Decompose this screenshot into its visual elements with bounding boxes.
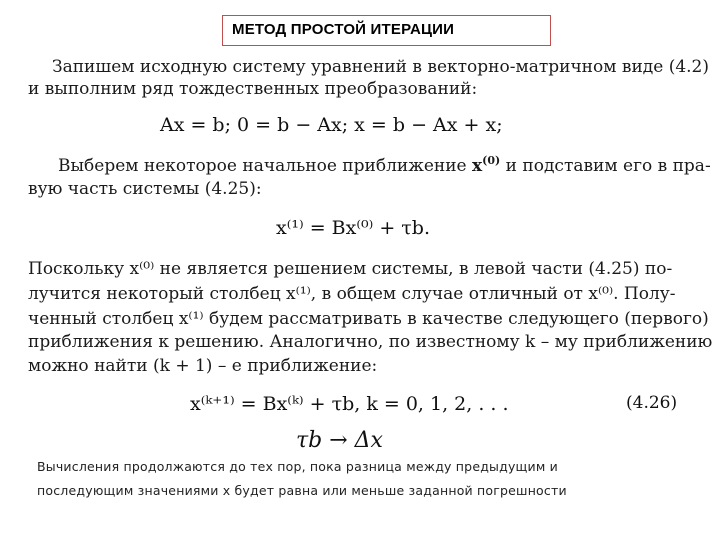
para3-line3: ченный столбец x⁽¹⁾ будем рассматривать в качестве следующего (первого) <box>28 309 709 329</box>
para1-line2: и выполним ряд тождественных преобразований: <box>28 79 478 99</box>
para2-line1 <box>58 155 711 177</box>
para3-line5: можно найти (k + 1) – е приближение: <box>28 356 378 376</box>
para2-line1-b: и подставим его в пра- <box>500 156 711 176</box>
equation-2: x⁽¹⁾ = Bx⁽⁰⁾ + τb. <box>276 217 431 239</box>
page-title: МЕТОД ПРОСТОЙ ИТЕРАЦИИ <box>232 21 455 38</box>
equation-4: τb → Δx <box>296 428 383 453</box>
equation-3-number: (4.26) <box>626 393 678 413</box>
x0-symbol: $x^{(0)}$ <box>472 154 501 176</box>
equation-1: Ax = b; 0 = b − Ax; x = b − Ax + x; <box>160 114 503 136</box>
para3-line4: приближения к решению. Аналогично, по известному k – му приближению <box>28 332 713 352</box>
para2-line1-a: Выберем некоторое начальное приближение <box>58 156 473 176</box>
para3-line2: лучится некоторый столбец x⁽¹⁾, в общем случае отличный от x⁽⁰⁾. Полу- <box>28 284 676 304</box>
para3-line1: Поскольку x⁽⁰⁾ не является решением системы, в левой части (4.25) по- <box>28 259 673 279</box>
para1-line1: Запишем исходную систему уравнений в векторно-матричном виде (4.2) <box>52 57 710 77</box>
para2-line2: вую часть системы (4.25): <box>28 179 262 199</box>
equation-3: x⁽ᵏ⁺¹⁾ = Bx⁽ᵏ⁾ + τb, k = 0, 1, 2, . . . <box>190 393 509 415</box>
caption-line2: последующим значениями x будет равна или меньше заданной погрешности <box>37 483 567 498</box>
caption-line1: Вычисления продолжаются до тех пор, пока разница между предыдущим и <box>37 459 558 474</box>
